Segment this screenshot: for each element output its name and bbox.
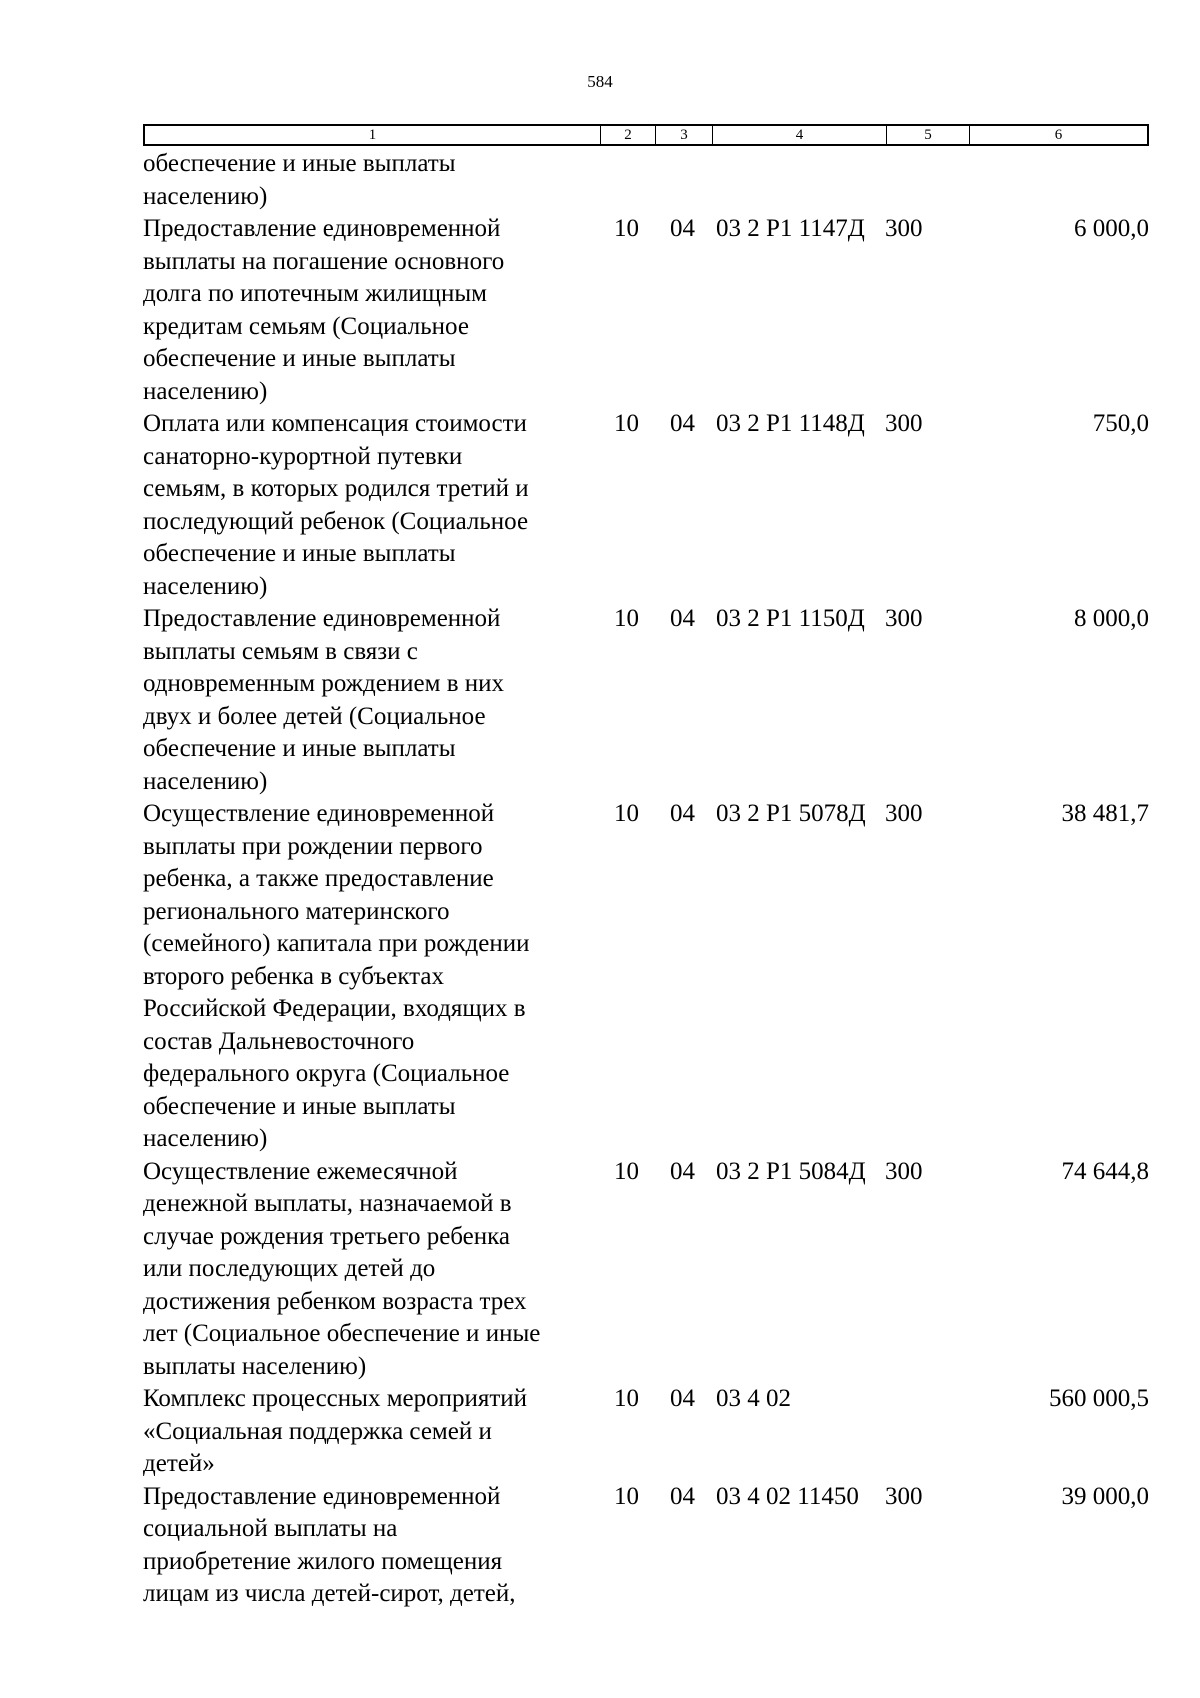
page-number: 584 xyxy=(587,72,613,91)
table-row xyxy=(143,408,1149,603)
row-target-code: 03 2 Р1 5078Д xyxy=(716,800,866,827)
table-body xyxy=(143,148,1149,1611)
header-cell-3: 3 xyxy=(656,126,713,144)
table-row xyxy=(143,148,1149,213)
row-target-code: 03 2 Р1 1148Д xyxy=(716,410,865,437)
row-expense-type: 300 xyxy=(885,215,923,242)
row-subsection: 04 xyxy=(670,410,695,437)
row-section: 10 xyxy=(614,605,639,632)
row-name: Оплата или компенсация стоимости санаторно-курортной путевки семьям, в которых родился третий и последующий ребенок (Социальное обеспечение и иные выплаты населению) xyxy=(143,410,529,600)
row-amount: 8 000,0 xyxy=(1074,605,1149,632)
table-row xyxy=(143,213,1149,408)
row-name: Предоставление единовременной выплаты на погашение основного долга по ипотечным жилищным кредитам семьям (Социальное обеспечение и иные выплаты населению) xyxy=(143,215,505,405)
row-amount: 38 481,7 xyxy=(1061,800,1149,827)
header-cell-2: 2 xyxy=(601,126,656,144)
row-target-code: 03 2 Р1 5084Д xyxy=(716,1157,866,1185)
row-section: 10 xyxy=(614,215,639,242)
row-name: Комплекс процессных мероприятий «Социальная поддержка семей и детей» xyxy=(143,1385,528,1477)
table-row xyxy=(143,1481,1149,1611)
row-section: 10 xyxy=(614,800,639,827)
row-amount: 750,0 xyxy=(1092,410,1149,437)
row-section: 10 xyxy=(614,1385,639,1412)
table-header xyxy=(143,124,1149,146)
row-subsection: 04 xyxy=(670,605,695,632)
row-expense-type: 300 xyxy=(885,1482,923,1510)
row-section: 10 xyxy=(614,1157,639,1185)
header-cell-4: 4 xyxy=(713,126,887,144)
row-section: 10 xyxy=(614,410,639,437)
row-name: Предоставление единовременной социальной выплаты на приобретение жилого помещения лицам из числа детей-сирот, детей, xyxy=(143,1482,516,1607)
row-name: обеспечение и иные выплаты населению) xyxy=(143,150,456,210)
row-subsection: 04 xyxy=(670,1157,695,1185)
row-expense-type: 300 xyxy=(885,800,923,827)
row-target-code: 03 2 Р1 1147Д xyxy=(716,215,865,242)
row-amount: 39 000,0 xyxy=(1061,1482,1149,1510)
row-subsection: 04 xyxy=(670,215,695,242)
row-subsection: 04 xyxy=(670,1385,695,1412)
row-expense-type: 300 xyxy=(885,410,923,437)
row-amount: 560 000,5 xyxy=(1049,1385,1149,1412)
table-row xyxy=(143,1156,1149,1384)
row-target-code: 03 4 02 11450 xyxy=(716,1482,859,1510)
row-name: Осуществление ежемесячной денежной выплаты, назначаемой в случае рождения третьего ребенка или последующих детей до достижения ребенком возраста трех лет (Социальное обеспечение и иные выплаты населению) xyxy=(143,1157,541,1380)
row-expense-type: 300 xyxy=(885,605,923,632)
row-subsection: 04 xyxy=(670,1482,695,1510)
row-subsection: 04 xyxy=(670,800,695,827)
row-amount: 74 644,8 xyxy=(1061,1157,1149,1185)
table-row xyxy=(143,798,1149,1156)
table-row xyxy=(143,603,1149,798)
row-section: 10 xyxy=(614,1482,639,1510)
row-amount: 6 000,0 xyxy=(1074,215,1149,242)
header-cell-5: 5 xyxy=(887,126,970,144)
table-row xyxy=(143,1383,1149,1481)
header-cell-1: 1 xyxy=(145,126,601,144)
row-name: Осуществление единовременной выплаты при рождении первого ребенка, а также предоставление регионального материнского (семейного) капитала при рождении второго ребенка в субъектах Российской Федерации, входящих в состав Дальневосточного федерального округа (Социальное обеспечение и иные выплаты населению) xyxy=(143,800,530,1152)
row-target-code: 03 4 02 xyxy=(716,1385,791,1412)
header-cell-6: 6 xyxy=(1054,127,1063,143)
row-target-code: 03 2 Р1 1150Д xyxy=(716,605,865,632)
row-name: Предоставление единовременной выплаты семьям в связи с одновременным рождением в них двух и более детей (Социальное обеспечение и иные выплаты населению) xyxy=(143,605,505,795)
row-expense-type: 300 xyxy=(885,1157,923,1185)
